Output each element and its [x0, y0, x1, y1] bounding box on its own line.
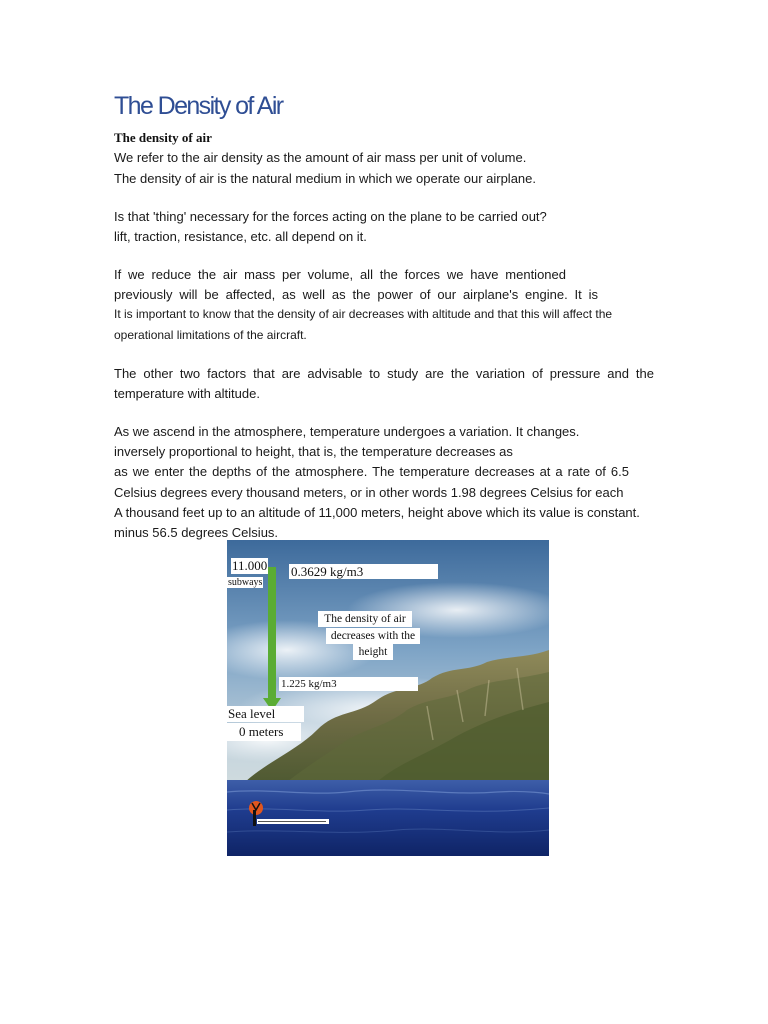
paragraph-line — [114, 462, 629, 482]
paragraph-line: It is important to know that the density of air decreases with altitude and that this will affect the — [114, 307, 613, 321]
altitude-arrow-shaft — [268, 567, 276, 699]
density-caption-line-3: height — [353, 644, 393, 660]
paragraph-line-text: previously will be affected, as well as the power of our airplane's engine. It is — [114, 287, 598, 302]
paragraph-line: operational limitations of the aircraft. — [114, 328, 307, 342]
bottom-density-label: 1.225 kg/m3 — [279, 677, 418, 691]
paragraph-line: inversely proportional to height, that is, the temperature decreases as — [114, 444, 513, 459]
density-altitude-figure — [227, 540, 549, 856]
paragraph-line: As we ascend in the atmosphere, temperature undergoes a variation. It changes. — [114, 424, 580, 439]
section-subheading: The density of air — [114, 130, 212, 145]
page-title: The Density of Air — [114, 92, 283, 120]
paragraph-line: lift, traction, resistance, etc. all depend on it. — [114, 229, 367, 244]
paragraph-line: temperature with altitude. — [114, 386, 260, 401]
paragraph-line: Celsius degrees every thousand meters, or in other words 1.98 degrees Celsius for each — [114, 485, 624, 500]
paragraph-line: minus 56.5 degrees Celsius. — [114, 525, 279, 540]
paragraph-line — [114, 265, 566, 285]
paragraph-line: A thousand feet up to an altitude of 11,000 meters, height above which its value is constant. — [114, 505, 640, 520]
density-caption-line-1: The density of air — [318, 611, 412, 627]
paragraph-line: We refer to the air density as the amount of air mass per unit of volume. — [114, 150, 527, 165]
paragraph-line: The density of air is the natural medium in which we operate our airplane. — [114, 171, 536, 186]
paragraph-line — [114, 364, 654, 384]
paragraph-line-text: The other two factors that are advisable to study are the variation of pressure and the — [114, 366, 654, 381]
top-density-label: 0.3629 kg/m3 — [289, 564, 438, 579]
scenery-illustration — [227, 540, 549, 856]
paragraph-line — [114, 285, 598, 305]
top-altitude-label: 11.000 — [232, 558, 268, 573]
top-altitude-unit-label: subways — [228, 577, 263, 588]
sea-level-value: 0 meters — [227, 723, 301, 741]
sea-level-label: Sea level — [227, 706, 304, 722]
paragraph-line: Is that 'thing' necessary for the forces acting on the plane to be carried out? — [114, 209, 547, 224]
paragraph-line-text: If we reduce the air mass per volume, all the forces we have mentioned — [114, 267, 566, 282]
paragraph-line-text: as we enter the depths of the atmosphere. The temperature decreases at a rate of 6.5 — [114, 464, 629, 479]
density-caption-line-2: decreases with the — [326, 628, 420, 644]
